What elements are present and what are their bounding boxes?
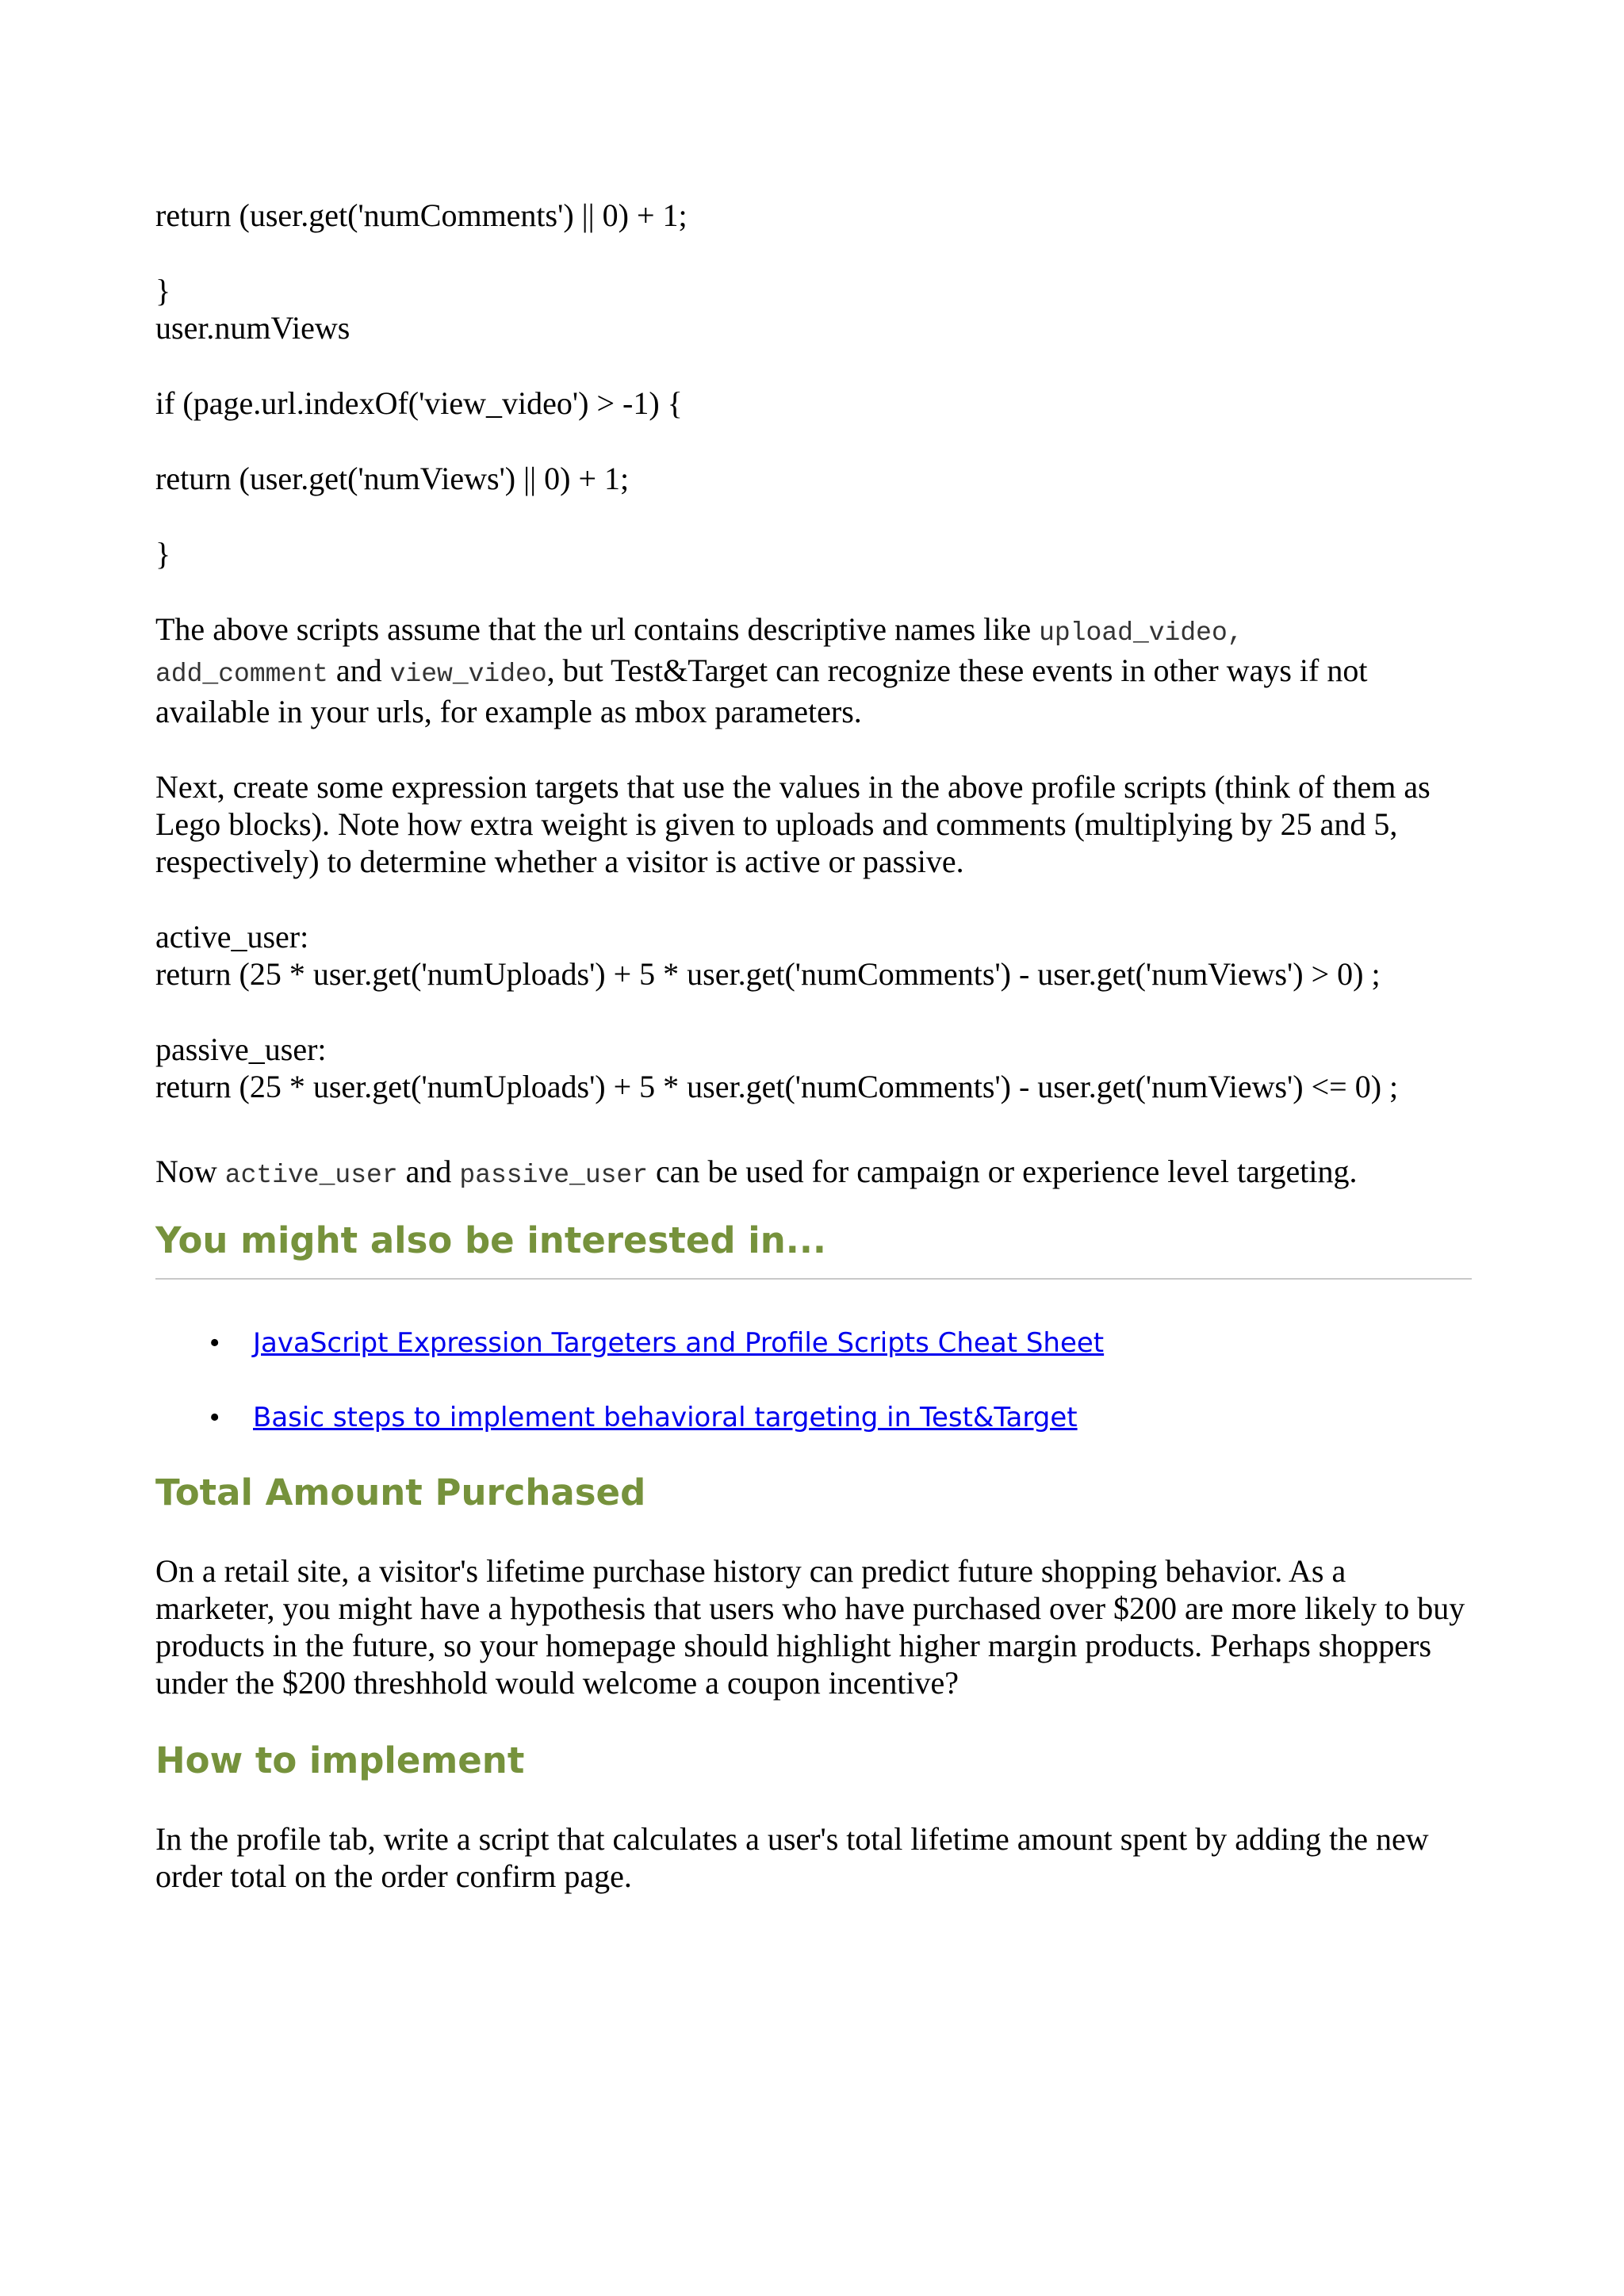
section-divider — [155, 1278, 1472, 1280]
code-passive-user: passive_user — [459, 1161, 649, 1190]
bullet: • — [209, 1326, 220, 1360]
now-text-1: Now — [155, 1154, 225, 1189]
url-text-1: The above scripts assume that the url contains descriptive names like — [155, 611, 1040, 647]
heading-total-amount: Total Amount Purchased — [155, 1471, 646, 1513]
passive-user-code: return (25 * user.get('numUploads') + 5 * user.get('numComments') - user.get('numViews') <= 0) ; — [155, 1069, 1399, 1104]
related-links-list — [155, 1326, 1472, 1435]
heading-related: You might also be interested in... — [155, 1219, 827, 1261]
document-page — [155, 197, 1472, 1895]
code-add-comment: add_comment — [155, 660, 328, 689]
active-user-label: active_user: — [155, 919, 309, 955]
list-item — [155, 1326, 1472, 1360]
code-line-if-view-video: if (page.url.indexOf('view_video') > -1) { — [155, 385, 683, 421]
code-line-return-comments: return (user.get('numComments') || 0) + 1; — [155, 197, 688, 233]
link-basic-steps[interactable]: Basic steps to implement behavioral targeting in Test&Target — [253, 1402, 1078, 1433]
paragraph-now-targeting — [155, 1153, 1472, 1194]
code-line-close-brace-2: } — [155, 536, 171, 572]
active-user-code: return (25 * user.get('numUploads') + 5 * user.get('numComments') - user.get('numViews') > 0) ; — [155, 956, 1381, 992]
url-text-2: and — [327, 652, 390, 688]
link-cheat-sheet[interactable]: JavaScript Expression Targeters and Profile Scripts Cheat Sheet — [253, 1327, 1105, 1359]
paragraph-how-to-implement: In the profile tab, write a script that calculates a user's total lifetime amount spent by adding the new order total on the order confirm page. — [155, 1821, 1429, 1894]
passive-user-label: passive_user: — [155, 1031, 327, 1067]
heading-how-to-implement: How to implement — [155, 1739, 525, 1781]
code-active-user: active_user — [224, 1161, 398, 1190]
code-view-video: view_video — [389, 660, 547, 689]
paragraph-total-amount: On a retail site, a visitor's lifetime purchase history can predict future shopping behavior. As a marketer, you might have a hypothesis that users who have purchased over $200 are more likely to buy products in the future, so your homepage should highlight higher margin products. Perhaps shoppers under the $200 threshhold would welcome a coupon incentive? — [155, 1553, 1465, 1701]
code-line-num-views: user.numViews — [155, 310, 350, 346]
code-upload-video: upload_video, — [1039, 618, 1243, 648]
bullet: • — [209, 1401, 220, 1434]
url-text-3: , but Test&Target can recognize these events in other ways if not available in your urls, for example as mbox parameters. — [155, 652, 1368, 729]
paragraph-expression-targets: Next, create some expression targets that use the values in the above profile scripts (think of them as Lego blocks). Note how extra weight is given to uploads and comments (multiplying by 25 and 5, respectively) to determine whether a visitor is active or passive. — [155, 769, 1431, 879]
now-text-3: can be used for campaign or experience level targeting. — [648, 1154, 1358, 1189]
code-line-return-views: return (user.get('numViews') || 0) + 1; — [155, 461, 630, 496]
now-text-2: and — [397, 1154, 460, 1189]
code-line-close-brace: } — [155, 273, 171, 308]
list-item — [155, 1400, 1472, 1435]
paragraph-url-assumption — [155, 610, 1472, 730]
